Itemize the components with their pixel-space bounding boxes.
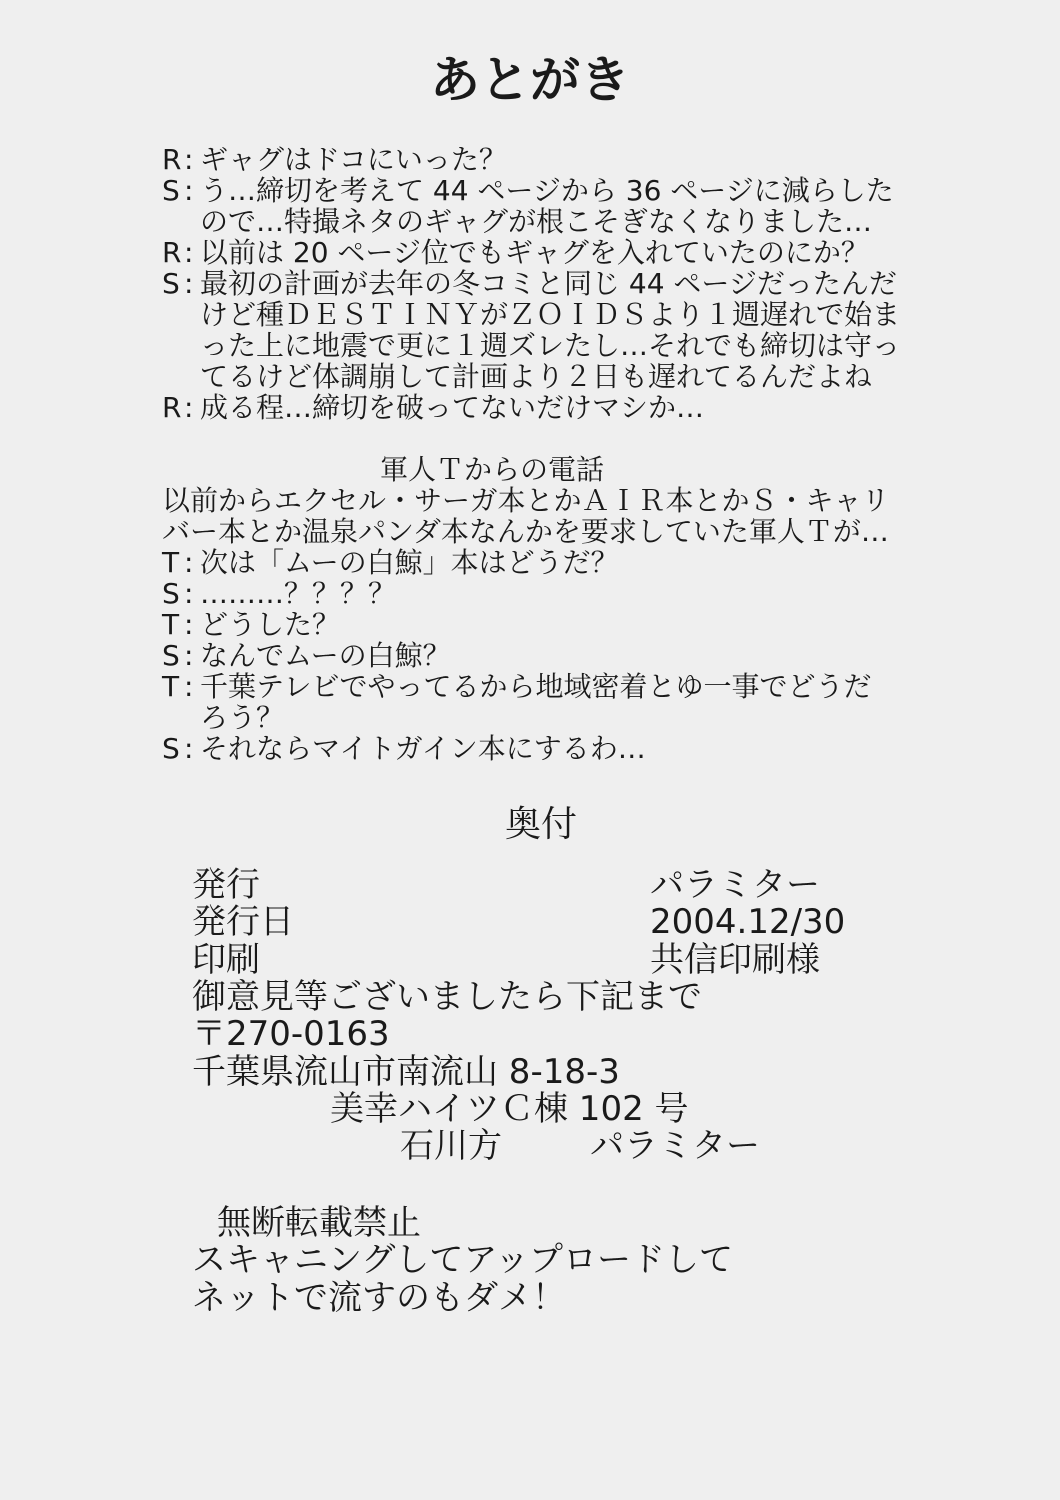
dialogue-text: った上に地震で更に１週ズレたし…それでも締切は守っ: [200, 329, 901, 362]
colophon-value-publisher: パラミター: [650, 865, 820, 905]
dialogue-text: 千葉テレビでやってるから地域密着とゆ一事でどうだ: [200, 670, 872, 703]
speaker-colon: :: [184, 546, 194, 579]
speaker-label: S: [162, 732, 180, 765]
speaker-label: R: [162, 236, 182, 269]
dialogue-line: [162, 702, 284, 733]
dialogue-text: どうした？: [200, 608, 341, 641]
speaker-label: R: [162, 143, 182, 176]
section-heading: 軍人Ｔからの電話: [380, 453, 605, 486]
speaker-label: T: [162, 608, 180, 641]
dialogue-line: [162, 671, 871, 702]
speaker-colon: :: [184, 670, 194, 703]
notice-line: スキャニングしてアップロードして: [192, 1240, 733, 1280]
speaker-label: S: [162, 267, 180, 300]
dialogue-text: う…締切を考えて 44 ページから 36 ページに減らした: [200, 174, 894, 207]
intro-line: バー本とか温泉パンダ本なんかを要求していた軍人Ｔが…: [162, 515, 889, 548]
dialogue-text: それならマイトガイン本にするわ…: [200, 732, 646, 765]
colophon-label-publisher: 発行: [192, 865, 260, 905]
speaker-colon: :: [184, 639, 194, 672]
dialogue-line: [162, 268, 897, 299]
address-line-1: 千葉県流山市南流山 8-18-3: [192, 1052, 620, 1092]
speaker-label: S: [162, 577, 180, 610]
colophon-heading: 奥付: [505, 804, 578, 845]
colophon-value-date: 2004.12/30: [650, 902, 846, 942]
colophon-label-printer: 印刷: [192, 940, 260, 980]
page-title: あとがき: [430, 51, 630, 109]
speaker-label: S: [162, 174, 180, 207]
address-circle: パラミター: [590, 1126, 760, 1166]
colophon-label-date: 発行日: [192, 902, 294, 942]
dialogue-line: [162, 733, 646, 764]
dialogue-line: [162, 330, 900, 361]
dialogue-line: [162, 237, 869, 268]
intro-line: 以前からエクセル・サーガ本とかＡＩＲ本とかＳ・キャリ: [162, 484, 890, 517]
address-name: 石川方: [400, 1126, 502, 1166]
dialogue-text: てるけど体調崩して計画より２日も遅れてるんだよね: [200, 360, 873, 393]
dialogue-text: 次は「ムーの白鯨」本はどうだ？: [200, 546, 619, 579]
colophon-value-printer: 共信印刷様: [650, 940, 820, 980]
dialogue-text: ろう？: [200, 701, 285, 734]
dialogue-text: 以前は 20 ページ位でもギャグを入れていたのにか？: [200, 236, 869, 269]
dialogue-line: [162, 547, 619, 578]
postal-code: 〒270-0163: [192, 1014, 390, 1054]
dialogue-text: けど種ＤＥＳＴＩＮＹがＺＯＩＤＳより１週遅れで始ま: [200, 298, 901, 331]
dialogue-text: ので…特撮ネタのギャグが根こそぎなくなりました…: [200, 205, 873, 238]
speaker-label: T: [162, 670, 180, 703]
dialogue-text: 最初の計画が去年の冬コミと同じ 44 ページだったんだ: [200, 267, 897, 300]
speaker-colon: :: [184, 236, 194, 269]
speaker-label: T: [162, 546, 180, 579]
dialogue-text: ………？？？？: [200, 577, 397, 610]
speaker-label: R: [162, 391, 182, 424]
dialogue-line: [162, 640, 451, 671]
dialogue-line: [162, 392, 704, 423]
speaker-colon: :: [184, 577, 194, 610]
speaker-colon: :: [184, 267, 194, 300]
speaker-colon: :: [184, 732, 194, 765]
notice-line: ネットで流すのもダメ！: [192, 1278, 566, 1318]
speaker-colon: :: [184, 174, 194, 207]
dialogue-line: [162, 578, 396, 609]
dialogue-line: [162, 206, 872, 237]
dialogue-line: [162, 609, 340, 640]
contact-note: 御意見等ございましたら下記まで: [192, 977, 702, 1017]
dialogue-line: [162, 175, 894, 206]
dialogue-line: [162, 144, 507, 175]
address-line-2: 美幸ハイツＣ棟 102 号: [330, 1089, 689, 1129]
dialogue-text: なんでムーの白鯨？: [200, 639, 451, 672]
dialogue-text: ギャグはドコにいった？: [200, 143, 507, 176]
dialogue-line: [162, 361, 872, 392]
dialogue-text: 成る程…締切を破ってないだけマシか…: [200, 391, 705, 424]
speaker-colon: :: [184, 391, 194, 424]
speaker-label: S: [162, 639, 180, 672]
dialogue-line: [162, 299, 900, 330]
speaker-colon: :: [184, 143, 194, 176]
speaker-colon: :: [184, 608, 194, 641]
notice-line: 無断転載禁止: [217, 1203, 421, 1243]
